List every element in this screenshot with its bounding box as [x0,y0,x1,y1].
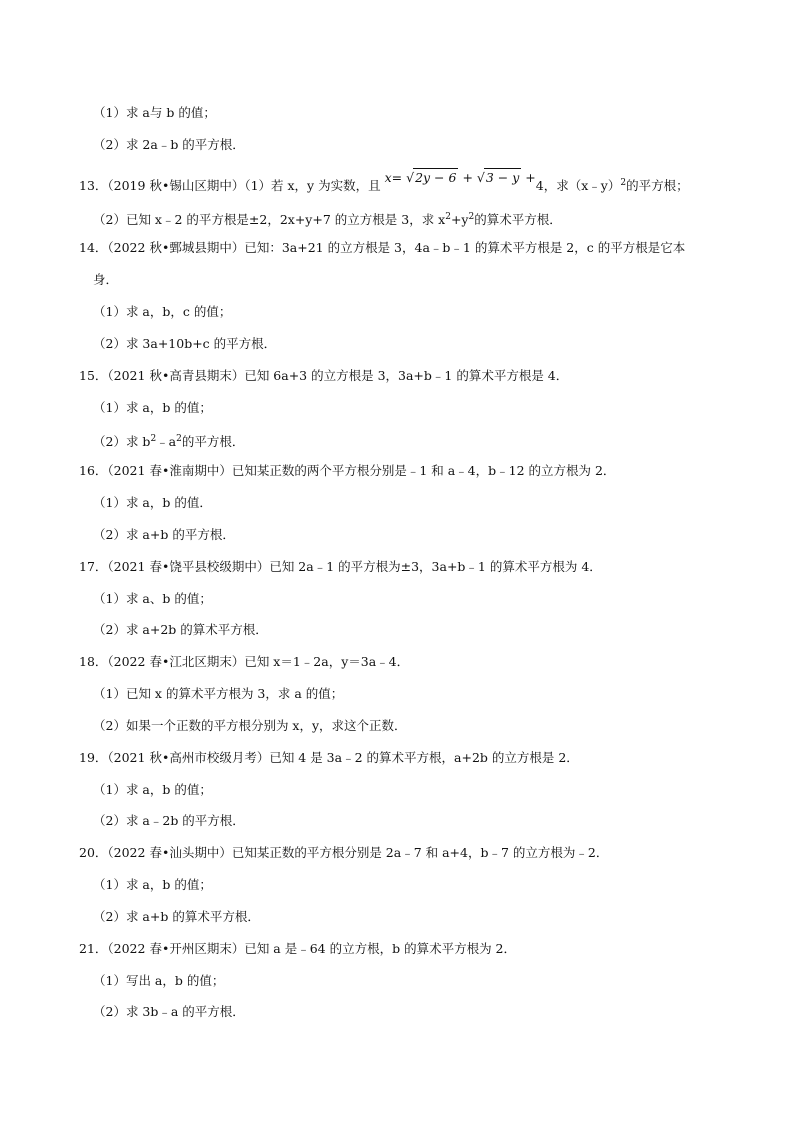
q18-part2: （2）如果一个正数的平方根分别为 x，y，求这个正数． [93,718,407,733]
q13-part2-end: 的算术平方根． [474,212,562,228]
q13-formula [385,168,536,187]
q20-part2: （2）求 a+b 的算术平方根． [93,909,260,924]
q13-part2-sup2: 2 [468,212,475,222]
q17-part1: （1）求 a、b 的值； [93,591,212,606]
q13-eq: = [391,170,403,186]
q21-stem: 21．（2022 春•开州区期末）已知 a 是﹣64 的立方根，b 的算术平方根为 2． [79,941,516,956]
q16-stem: 16．（2021 春•淮南期中）已知某正数的两个平方根分别是﹣1 和 a﹣4，b﹣12 的立方根为 2． [79,463,616,478]
q20-part1: （1）求 a，b 的值； [93,877,212,892]
q13-end: 的平方根； [626,178,689,194]
q14-stem-cont: 身． [93,272,119,287]
q15-part2-c: 的平方根． [181,434,245,450]
q13-suffix: ，求（x﹣y） [543,178,621,194]
q13-part2-mid: +y [450,212,469,228]
q18-part1: （1）已知 x 的算术平方根为 3，求 a 的值； [93,686,344,701]
q19-stem: 19．（2021 秋•高州市校级月考）已知 4 是 3a﹣2 的算术平方根，a+2b 的立方根是 2． [79,750,579,765]
q17-part2: （2）求 a+2b 的算术平方根． [93,622,268,637]
q13-part2-sup1: 2 [445,212,451,222]
q13-sqrt1-radicand: 2y − 6 [415,170,457,186]
q15-part2-sup2: 2 [176,434,182,444]
q15-part2-a: （2）求 b [93,434,151,450]
q19-part1: （1）求 a，b 的值； [93,782,212,797]
q16-part1: （1）求 a，b 的值． [93,495,212,510]
q20-stem: 20．（2022 春•汕头期中）已知某正数的平方根分别是 2a﹣7 和 a+4，b﹣7 的立方根为﹣2． [79,845,609,860]
q13-prefix: 13．（2019 秋•锡山区期中）（1）若 x，y 为实数，且 [79,178,381,194]
q13-four: 4 [535,178,544,194]
q13-plus1: + [462,170,473,186]
q15-part1: （1）求 a，b 的值； [93,400,212,415]
q13-sup: 2 [620,178,627,188]
q21-part1: （1）写出 a，b 的值； [93,973,225,988]
q21-part2: （2）求 3b﹣a 的平方根． [93,1004,245,1019]
q14-part1: （1）求 a，b，c 的值； [93,304,232,319]
q19-part2: （2）求 a﹣2b 的平方根． [93,813,245,828]
q14-stem: 14．（2022 秋•鄄城县期中）已知：3a+21 的立方根是 3，4a﹣b﹣1 的算术平方根是 2，c 的平方根是它本 [79,240,686,255]
q17-stem: 17．（2021 春•饶平县校级期中）已知 2a﹣1 的平方根为±3，3a+b﹣1 的算术平方根为 4． [79,559,602,574]
q13-sqrt2-radicand: 3 − y [485,170,520,186]
q13-x: x [384,170,392,186]
q18-stem: 18．（2022 春•江北区期末）已知 x＝1﹣2a，y＝3a﹣4． [79,654,410,669]
q13-sqrt2: √3 − y [476,170,520,186]
q13-plus2: + [525,170,536,186]
q15-part2-sup1: 2 [150,434,157,444]
q12-part2: （2）求 2a﹣b 的平方根． [93,137,245,152]
q16-part2: （2）求 a+b 的平方根． [93,527,235,542]
q13-part2-text: （2）已知 x﹣2 的平方根是±2，2x+y+7 的立方根是 3，求 x [93,212,446,228]
q13-part2 [93,208,562,229]
q15-stem: 15．（2021 秋•高青县期末）已知 6a+3 的立方根是 3，3a+b﹣1 的算术平方根是 4． [79,368,569,383]
q14-part2: （2）求 3a+10b+c 的平方根． [93,336,277,351]
q13-stem [79,170,689,195]
q12-part1: （1）求 a与 b 的值； [93,105,216,120]
q13-sqrt1: √2y − 6 [406,170,457,186]
q15-part2 [93,430,244,451]
q15-part2-b: ﹣a [156,434,177,450]
